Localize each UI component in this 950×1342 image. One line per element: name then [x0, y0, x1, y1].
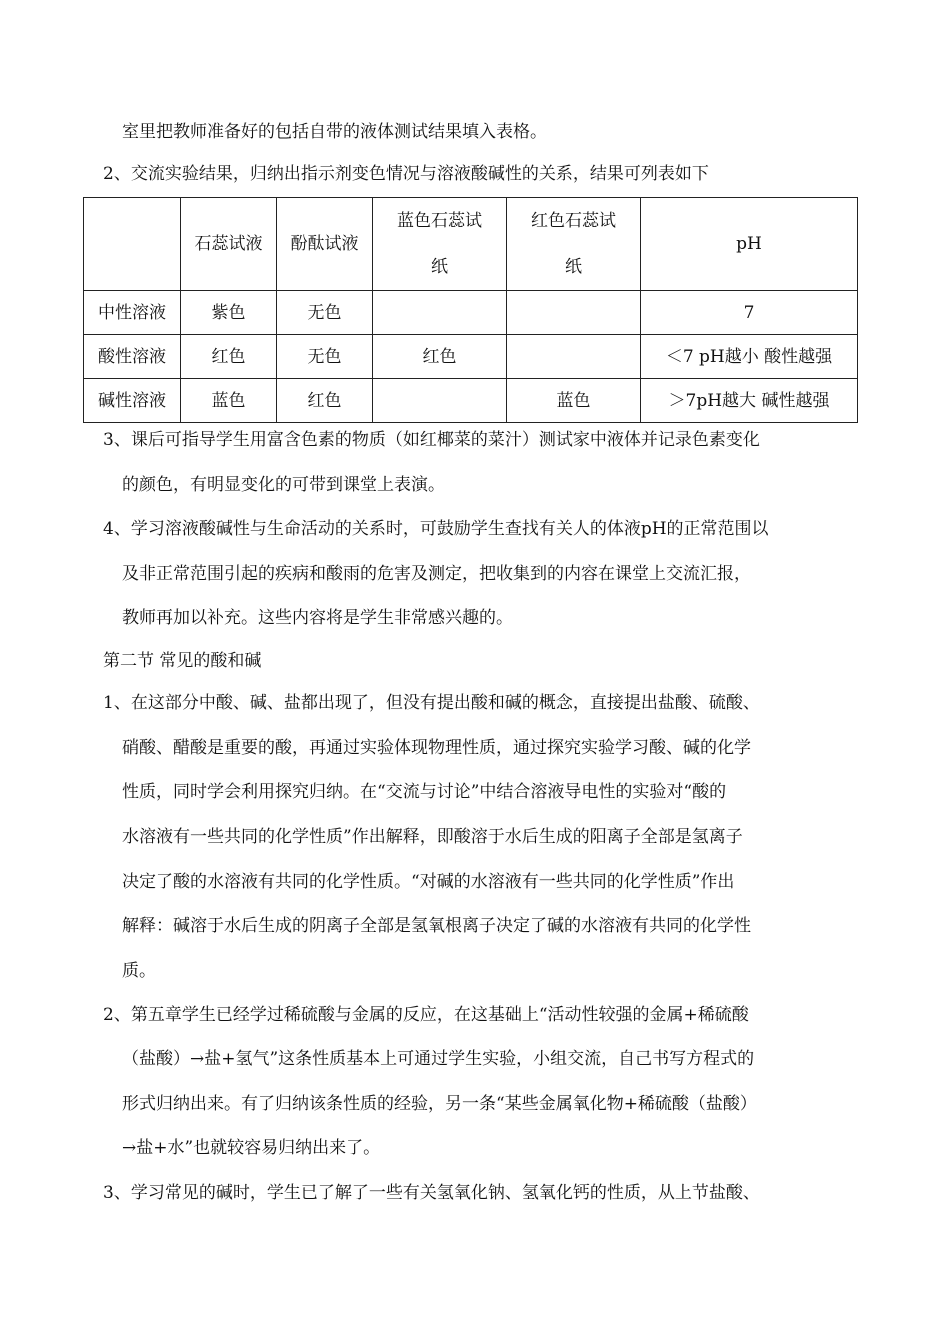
table-header-cell: [507, 198, 641, 291]
paragraph-line: 教师再加以补充。这些内容将是学生非常感兴趣的。: [122, 608, 513, 628]
paragraph-line: 形式归纳出来。有了归纳该条性质的经验，另一条“某些金属氧化物+稀硫酸（盐酸）: [122, 1094, 757, 1114]
paragraph-line: 的颜色，有明显变化的可带到课堂上表演。: [122, 475, 445, 495]
table-header-cell: [373, 198, 507, 291]
table-cell: [507, 335, 641, 379]
table-cell: 碱性溶液: [84, 379, 181, 423]
indicator-table: [83, 197, 858, 423]
table-cell: ＜7 pH越小 酸性越强: [641, 335, 858, 379]
table-header-cell: 石蕊试液: [181, 198, 277, 291]
paragraph-line: 2、第五章学生已经学过稀硫酸与金属的反应，在这基础上“活动性较强的金属+稀硫酸: [103, 1005, 749, 1025]
table-cell: 红色: [277, 379, 373, 423]
paragraph-line: 决定了酸的水溶液有共同的化学性质。“对碱的水溶液有一些共同的化学性质”作出: [122, 872, 735, 892]
paragraph-line: 3、学习常见的碱时，学生已了解了一些有关氢氧化钠、氢氧化钙的性质，从上节盐酸、: [103, 1183, 760, 1203]
paragraph-line: 性质，同时学会利用探究归纳。在“交流与讨论”中结合溶液导电性的实验对“酸的: [122, 782, 727, 802]
paragraph-line: 室里把教师准备好的包括自带的液体测试结果填入表格。: [122, 122, 547, 142]
table-row: [84, 291, 858, 335]
table-header-cell: 酚酞试液: [277, 198, 373, 291]
paragraph-line: 解释：碱溶于水后生成的阴离子全部是氢氧根离子决定了碱的水溶液有共同的化学性: [122, 916, 751, 936]
table-cell: [507, 291, 641, 335]
paragraph-line: →盐+水”也就较容易归纳出来了。: [122, 1138, 381, 1158]
table-row: [84, 379, 858, 423]
table-cell: 无色: [277, 335, 373, 379]
table-header-cell: pH: [641, 198, 858, 291]
table-cell: [373, 291, 507, 335]
paragraph-line: 4、学习溶液酸碱性与生命活动的关系时，可鼓励学生查找有关人的体液pH的正常范围以: [103, 519, 769, 539]
table-header-text: 蓝色石蕊试纸: [397, 211, 482, 277]
table-cell: 中性溶液: [84, 291, 181, 335]
paragraph-line: 2、交流实验结果，归纳出指示剂变色情况与溶液酸碱性的关系，结果可列表如下: [103, 164, 709, 184]
table-cell: 红色: [373, 335, 507, 379]
paragraph-line: （盐酸）→盐+氢气”这条性质基本上可通过学生实验，小组交流，自己书写方程式的: [122, 1049, 755, 1069]
table-header-row: [84, 198, 858, 291]
table-cell: [373, 379, 507, 423]
table-header-text: 红色石蕊试纸: [531, 211, 616, 277]
table-cell: 酸性溶液: [84, 335, 181, 379]
table-cell: 蓝色: [507, 379, 641, 423]
table-header-cell: [84, 198, 181, 291]
table-row: [84, 335, 858, 379]
table-cell: 7: [641, 291, 858, 335]
section-heading: 第二节 常见的酸和碱: [103, 651, 262, 671]
paragraph-line: 质。: [122, 961, 156, 981]
table-cell: 紫色: [181, 291, 277, 335]
paragraph-line: 1、在这部分中酸、碱、盐都出现了，但没有提出酸和碱的概念，直接提出盐酸、硫酸、: [103, 693, 760, 713]
paragraph-line: 3、课后可指导学生用富含色素的物质（如红椰菜的菜汁）测试家中液体并记录色素变化: [103, 430, 760, 450]
table-cell: 红色: [181, 335, 277, 379]
paragraph-line: 水溶液有一些共同的化学性质”作出解释，即酸溶于水后生成的阳离子全部是氢离子: [122, 827, 743, 847]
paragraph-line: 硝酸、醋酸是重要的酸，再通过实验体现物理性质，通过探究实验学习酸、碱的化学: [122, 738, 751, 758]
table-cell: ＞7pH越大 碱性越强: [641, 379, 858, 423]
paragraph-line: 及非正常范围引起的疾病和酸雨的危害及测定，把收集到的内容在课堂上交流汇报，: [122, 564, 751, 584]
table-cell: 无色: [277, 291, 373, 335]
table-cell: 蓝色: [181, 379, 277, 423]
